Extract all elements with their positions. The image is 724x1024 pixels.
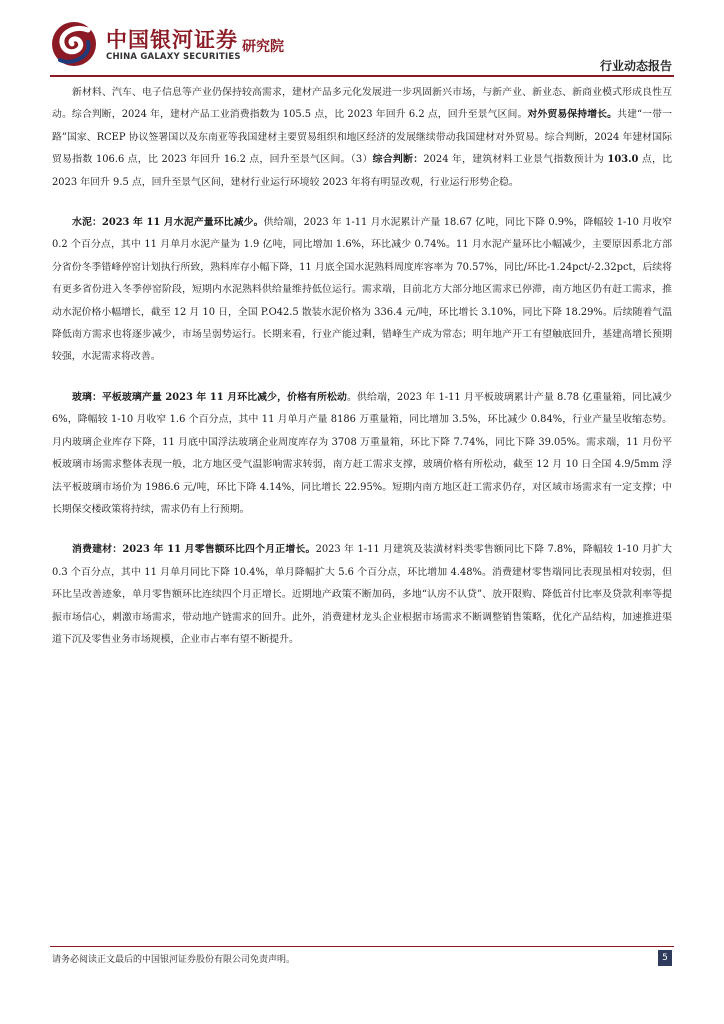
body-paragraph — [52, 212, 672, 369]
bold-text: 综合判断： — [372, 154, 424, 166]
bold-text: 玻璃：平板玻璃产量 2023 年 11 月环比减少，价格有所松动 — [72, 391, 348, 403]
body-paragraph — [52, 539, 672, 651]
bold-text: 水泥：2023 年 11 月水泥产量环比减少。 — [72, 217, 264, 229]
page-header — [0, 0, 724, 80]
body-paragraph — [52, 82, 672, 194]
brand-name-english: CHINA GALAXY SECURITIES — [106, 52, 241, 62]
paragraph-text: 点，比 2023 年回升 9.5 点，回升至景气区间，建材行业运行环境较 2023 年将有明显改观，行业运行形势企稳。 — [52, 154, 672, 188]
paragraph-text: 共建“一带一路”国家、RCEP 协议签署国以及东南亚等我国建材主要贸易组织和地区经济的发展继续带动我国建材对外贸易。综合判断，2024 年建材国际贸易指数 106.6 点，比 2023 年回升 16.2 点，回升至景气区间。（3） — [52, 109, 672, 166]
disclaimer-text: 请务必阅读正文最后的中国银河证券股份有限公司免责声明。 — [52, 955, 296, 965]
paragraph-text: 供给端，2023 年 1-11 月水泥累计产量 18.67 亿吨，同比下降 0.9%，降幅较 1-10 月收窄 0.2 个百分点，其中 11 月单月水泥产量为 1.9 亿吨，同比增加 1.6%，环比减少 0.74%。11 月水泥产量环比小幅减少，主要原因系北方部分省份冬季错峰停窑计划执行所致，熟料库存小幅下降，11 月底全国水泥熟料周度库容率为 70.57%，同比/环比-1.24pct/-2.32pct，后续将有更多省份进入冬季停窑阶段，短期内水泥熟料供给量维持低位运行。需求端，目前北方大部分地区需求已停滞，南方地区仍有赶工需求，推动水泥价格小幅增长，截至 12 月 10 日，全国 P.O42.5 散装水泥价格为 336.4 元/吨，环比增长 3.10%，同比下降 18.29%。后续随着气温降低南方需求也将逐步减少，市场呈弱势运行。长期来看，行业产能过剩，错峰生产成为常态；明年地产开工有望触底回升，基建高增长预期较强，水泥需求将改善。 — [52, 217, 672, 363]
bold-text: 103.0 — [607, 154, 639, 166]
institute-label: 研究院 — [242, 39, 284, 55]
brand-name: 中国银河证券 — [106, 28, 238, 52]
paragraph-text: 2023 年 1-11 月建筑及装潢材料类零售额同比下降 7.8%，降幅较 1-10 月扩大 0.3 个百分点，其中 11 月单月同比下降 10.4%，单月降幅扩大 5.6 个百分点，环比增加 4.48%。消费建材零售端同比表现虽相对较弱，但环比呈改善迹象，单月零售额环比连续四个月正增长。近期地产政策不断加码，多地“认房不认贷”、放开限购、降低首付比率及贷款利率等提振市场信心，刺激市场需求，带动地产链需求的回升。此外，消费建材龙头企业根据市场需求不断调整销售策略，优化产品结构，加速推进渠道下沉及零售业务市场规模，企业市占率有望不断提升。 — [52, 544, 672, 645]
bold-text: 对外贸易保持增长。 — [527, 109, 618, 121]
page-number: 5 — [658, 950, 672, 966]
body-paragraph — [52, 387, 672, 521]
report-type: 行业动态报告 — [599, 59, 672, 73]
paragraph-text: 。供给端，2023 年 1-11 月平板玻璃累计产量 8.78 亿重量箱，同比减少 6%，降幅较 1-10 月收窄 1.6 个百分点，其中 11 月单月产量 8186 万重量箱，同比增加 3.5%，环比减少 0.84%，行业产量呈收缩态势。月内玻璃企业库存下降，11 月底中国浮法玻璃企业周度库存为 3708 万重量箱，环比下降 7.74%，同比下降 39.05%。需求端，11 月份平板玻璃市场需求整体表现一般，北方地区受气温影响需求转弱，南方赶工需求支撑，玻璃价格有所松动，截至 12 月 10 日全国 4.9/5mm 浮法平板玻璃市场价为 1986.6 元/吨，环比下降 4.14%，同比增长 22.95%。短期内南方地区赶工需求仍存，对区域市场需求有一定支撑；中长期保交楼政策将持续，需求仍有上行预期。 — [52, 391, 673, 515]
bold-text: 消费建材：2023 年 11 月零售额环比四个月正增长。 — [72, 544, 316, 556]
paragraph-text: 2024 年，建筑材料工业景气指数预计为 — [423, 154, 608, 166]
report-body — [52, 82, 672, 669]
footer-divider — [50, 946, 674, 947]
paragraph-text: 新材料、汽车、电子信息等产业仍保持较高需求，建材产品多元化发展进一步巩固新兴市场，与新产业、新业态、新商业模式形成良性互动。综合判断，2024 年，建材产品工业消费指数为 105.5 点，比 2023 年回升 6.2 点，回升至景气区间。 — [52, 87, 672, 121]
header-divider — [50, 75, 674, 77]
galaxy-logo-icon — [50, 20, 98, 68]
